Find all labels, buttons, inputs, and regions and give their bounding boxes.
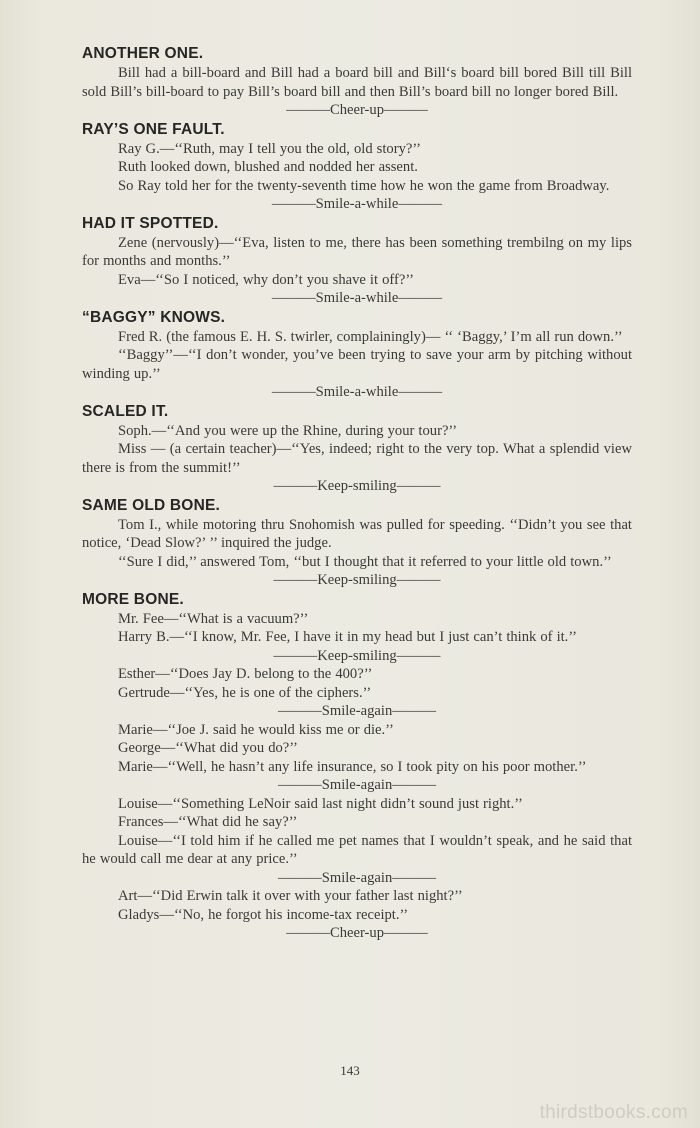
paragraph: Tom I., while motoring thru Snohomish was pulled for speeding. ‘‘Didn’t you see that notice, ‘Dead Slow?’ ’’ inquired the judge. (82, 516, 632, 551)
paragraph: Art—‘‘Did Erwin talk it over with your father last night?’’ (118, 888, 463, 904)
paragraph: Fred R. (the famous E. H. S. twirler, complainingly)— ‘‘ ‘Baggy,’ I’m all run down.’’ (118, 328, 623, 345)
section-separator: ———Keep-smiling——— (273, 572, 441, 588)
watermark: thirdstbooks.com (539, 1102, 688, 1123)
paragraph: Gladys—‘‘No, he forgot his income-tax receipt.’’ (118, 906, 409, 923)
paragraph: Louise—‘‘Something LeNoir said last night didn’t sound just right.’’ (118, 795, 523, 812)
paragraph: Gertrude—‘‘Yes, he is one of the ciphers.’’ (118, 684, 372, 701)
paragraph: Esther—‘‘Does Jay D. belong to the 400?’’ (118, 666, 373, 682)
paragraph: ‘‘Sure I did,’’ answered Tom, ‘‘but I thought that it referred to your little old town.’’ (118, 553, 612, 570)
section-heading: HAD IT SPOTTED. (82, 214, 219, 232)
paragraph: Mr. Fee—‘‘What is a vacuum?’’ (118, 610, 309, 627)
paragraph: Miss — (a certain teacher)—‘‘Yes, indeed; right to the very top. What a splendid view there is from the summit!’’ (82, 441, 632, 476)
section-heading: MORE BONE. (82, 590, 184, 608)
section-separator: ———Keep-smiling——— (273, 647, 441, 664)
section-heading: RAY’S ONE FAULT. (82, 120, 225, 138)
section-heading: SCALED IT. (82, 402, 169, 420)
paragraph: Marie—‘‘Joe J. said he would kiss me or die.’’ (118, 721, 394, 738)
section-heading: ANOTHER ONE. (82, 45, 204, 62)
paragraph: Marie—‘‘Well, he hasn’t any life insurance, so I took pity on his poor mother.’’ (118, 758, 587, 775)
paragraph: Louise—‘‘I told him if he called me pet names that I wouldn’t speak, and he said that he would call me dear at any price.’’ (82, 832, 632, 867)
paragraph: ‘‘Baggy’’—‘‘I don’t wonder, you’ve been trying to save your arm by pitching without winding up.’’ (82, 347, 632, 382)
paragraph: Eva—‘‘So I noticed, why don’t you shave it off?’’ (118, 271, 414, 288)
paragraph: Bill had a bill-board and Bill had a board bill and Bill‘s board bill bored Bill till Bill sold Bill’s bill-board to pay Bill’s board bill and then Bill’s board bill no longer bored Bill. (82, 65, 632, 100)
section-separator: ———Smile-again——— (277, 869, 437, 886)
paragraph: Soph.—‘‘And you were up the Rhine, during your tour?’’ (118, 422, 458, 439)
paragraph: Ruth looked down, blushed and nodded her assent. (118, 159, 418, 175)
section-heading: “BAGGY” KNOWS. (82, 308, 226, 326)
paragraph: Zene (nervously)—‘‘Eva, listen to me, there has been something trembilng on my lips for months and months.’’ (82, 234, 632, 269)
section-separator: ———Smile-a-while——— (271, 384, 443, 400)
section-separator: ———Cheer-up——— (286, 925, 428, 941)
text-column (82, 44, 632, 943)
paragraph: Frances—‘‘What did he say?’’ (118, 814, 298, 830)
section-separator: ———Smile-again——— (277, 777, 437, 793)
paragraph: So Ray told her for the twenty-seventh time how he won the game from Broadway. (118, 177, 610, 194)
section-separator: ———Smile-a-while——— (271, 196, 443, 212)
section-separator: ———Cheer-up——— (286, 102, 428, 118)
page-number: 143 (340, 1063, 360, 1078)
section-separator: ———Keep-smiling——— (273, 478, 441, 494)
section-separator: ———Smile-a-while——— (271, 290, 443, 306)
paragraph: Harry B.—‘‘I know, Mr. Fee, I have it in my head but I just can’t think of it.’’ (118, 629, 577, 645)
paragraph: Ray G.—‘‘Ruth, may I tell you the old, old story?’’ (118, 140, 421, 157)
section-separator: ———Smile-again——— (277, 703, 437, 719)
paragraph: George—‘‘What did you do?’’ (118, 740, 298, 756)
section-heading: SAME OLD BONE. (82, 496, 221, 514)
